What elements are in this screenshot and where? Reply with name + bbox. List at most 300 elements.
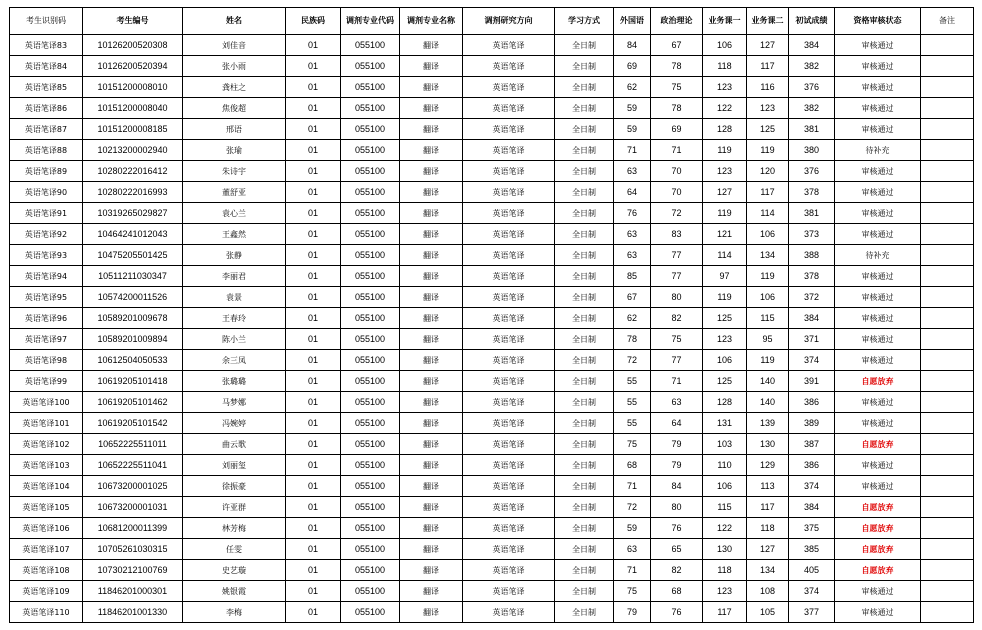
cell-politics[interactable]: 79 <box>651 455 703 476</box>
cell-ethnicity-code[interactable]: 01 <box>286 287 341 308</box>
cell-major-name[interactable]: 翻译 <box>400 392 463 413</box>
cell-research-direction[interactable]: 英语笔译 <box>463 392 555 413</box>
cell-review-status[interactable]: 待补充 <box>835 140 921 161</box>
cell-politics[interactable]: 70 <box>651 182 703 203</box>
cell-total-score[interactable]: 372 <box>789 287 835 308</box>
cell-total-score[interactable]: 377 <box>789 602 835 623</box>
cell-remarks[interactable] <box>921 56 974 77</box>
cell-name[interactable]: 龚柱之 <box>183 77 286 98</box>
cell-review-status[interactable]: 审核通过 <box>835 161 921 182</box>
cell-study-mode[interactable]: 全日制 <box>555 497 614 518</box>
cell-review-status[interactable]: 审核通过 <box>835 392 921 413</box>
cell-subject-one[interactable]: 119 <box>703 287 747 308</box>
cell-subject-one[interactable]: 122 <box>703 98 747 119</box>
cell-major-name[interactable]: 翻译 <box>400 350 463 371</box>
cell-remarks[interactable] <box>921 287 974 308</box>
cell-study-mode[interactable]: 全日制 <box>555 602 614 623</box>
cell-exam-number[interactable]: 10619205101418 <box>83 371 183 392</box>
cell-study-mode[interactable]: 全日制 <box>555 434 614 455</box>
cell-study-mode[interactable]: 全日制 <box>555 539 614 560</box>
cell-name[interactable]: 冯婉婷 <box>183 413 286 434</box>
cell-total-score[interactable]: 405 <box>789 560 835 581</box>
cell-politics[interactable]: 68 <box>651 581 703 602</box>
cell-study-mode[interactable]: 全日制 <box>555 140 614 161</box>
cell-candidate-id[interactable]: 英语笔译103 <box>10 455 83 476</box>
cell-subject-one[interactable]: 125 <box>703 371 747 392</box>
cell-major-code[interactable]: 055100 <box>341 224 400 245</box>
cell-subject-two[interactable]: 119 <box>747 350 789 371</box>
cell-exam-number[interactable]: 10673200001025 <box>83 476 183 497</box>
cell-politics[interactable]: 72 <box>651 203 703 224</box>
cell-name[interactable]: 史艺璇 <box>183 560 286 581</box>
cell-total-score[interactable]: 376 <box>789 161 835 182</box>
cell-subject-one[interactable]: 114 <box>703 245 747 266</box>
cell-name[interactable]: 袁心兰 <box>183 203 286 224</box>
cell-major-name[interactable]: 翻译 <box>400 539 463 560</box>
cell-ethnicity-code[interactable]: 01 <box>286 182 341 203</box>
cell-politics[interactable]: 77 <box>651 245 703 266</box>
cell-subject-two[interactable]: 125 <box>747 119 789 140</box>
cell-research-direction[interactable]: 英语笔译 <box>463 98 555 119</box>
cell-name[interactable]: 董舒亚 <box>183 182 286 203</box>
cell-foreign-language[interactable]: 55 <box>614 392 651 413</box>
cell-major-code[interactable]: 055100 <box>341 329 400 350</box>
cell-research-direction[interactable]: 英语笔译 <box>463 497 555 518</box>
cell-subject-one[interactable]: 110 <box>703 455 747 476</box>
cell-remarks[interactable] <box>921 182 974 203</box>
cell-politics[interactable]: 76 <box>651 518 703 539</box>
cell-study-mode[interactable]: 全日制 <box>555 371 614 392</box>
cell-subject-two[interactable]: 117 <box>747 56 789 77</box>
cell-politics[interactable]: 82 <box>651 308 703 329</box>
cell-review-status[interactable]: 审核通过 <box>835 602 921 623</box>
header-politics[interactable]: 政治理论 <box>651 8 703 35</box>
cell-remarks[interactable] <box>921 581 974 602</box>
cell-research-direction[interactable]: 英语笔译 <box>463 35 555 56</box>
cell-subject-two[interactable]: 134 <box>747 560 789 581</box>
cell-remarks[interactable] <box>921 224 974 245</box>
cell-exam-number[interactable]: 10475205501425 <box>83 245 183 266</box>
cell-exam-number[interactable]: 10652225511041 <box>83 455 183 476</box>
cell-remarks[interactable] <box>921 203 974 224</box>
cell-name[interactable]: 李丽君 <box>183 266 286 287</box>
cell-remarks[interactable] <box>921 371 974 392</box>
cell-review-status[interactable]: 自愿放弃 <box>835 518 921 539</box>
cell-subject-two[interactable]: 105 <box>747 602 789 623</box>
cell-total-score[interactable]: 381 <box>789 203 835 224</box>
cell-candidate-id[interactable]: 英语笔译86 <box>10 98 83 119</box>
cell-subject-one[interactable]: 119 <box>703 140 747 161</box>
cell-name[interactable]: 王春玲 <box>183 308 286 329</box>
cell-subject-two[interactable]: 106 <box>747 287 789 308</box>
cell-major-code[interactable]: 055100 <box>341 203 400 224</box>
cell-subject-two[interactable]: 95 <box>747 329 789 350</box>
cell-ethnicity-code[interactable]: 01 <box>286 455 341 476</box>
cell-review-status[interactable]: 审核通过 <box>835 413 921 434</box>
cell-total-score[interactable]: 378 <box>789 182 835 203</box>
cell-remarks[interactable] <box>921 476 974 497</box>
cell-major-name[interactable]: 翻译 <box>400 119 463 140</box>
cell-study-mode[interactable]: 全日制 <box>555 56 614 77</box>
cell-foreign-language[interactable]: 62 <box>614 77 651 98</box>
cell-subject-two[interactable]: 130 <box>747 434 789 455</box>
cell-ethnicity-code[interactable]: 01 <box>286 602 341 623</box>
cell-major-name[interactable]: 翻译 <box>400 35 463 56</box>
cell-major-code[interactable]: 055100 <box>341 497 400 518</box>
cell-ethnicity-code[interactable]: 01 <box>286 203 341 224</box>
cell-major-name[interactable]: 翻译 <box>400 560 463 581</box>
cell-study-mode[interactable]: 全日制 <box>555 518 614 539</box>
cell-exam-number[interactable]: 10151200008040 <box>83 98 183 119</box>
cell-remarks[interactable] <box>921 119 974 140</box>
cell-exam-number[interactable]: 10730212100769 <box>83 560 183 581</box>
cell-remarks[interactable] <box>921 392 974 413</box>
cell-major-name[interactable]: 翻译 <box>400 455 463 476</box>
cell-subject-two[interactable]: 123 <box>747 98 789 119</box>
cell-candidate-id[interactable]: 英语笔译84 <box>10 56 83 77</box>
cell-politics[interactable]: 84 <box>651 476 703 497</box>
cell-review-status[interactable]: 审核通过 <box>835 182 921 203</box>
cell-subject-two[interactable]: 140 <box>747 392 789 413</box>
cell-candidate-id[interactable]: 英语笔译91 <box>10 203 83 224</box>
cell-subject-one[interactable]: 106 <box>703 476 747 497</box>
cell-major-name[interactable]: 翻译 <box>400 518 463 539</box>
header-exam-number[interactable]: 考生编号 <box>83 8 183 35</box>
cell-study-mode[interactable]: 全日制 <box>555 476 614 497</box>
cell-study-mode[interactable]: 全日制 <box>555 182 614 203</box>
cell-exam-number[interactable]: 10280222016993 <box>83 182 183 203</box>
cell-subject-one[interactable]: 123 <box>703 581 747 602</box>
cell-foreign-language[interactable]: 55 <box>614 371 651 392</box>
cell-review-status[interactable]: 自愿放弃 <box>835 371 921 392</box>
cell-candidate-id[interactable]: 英语笔译83 <box>10 35 83 56</box>
cell-politics[interactable]: 70 <box>651 161 703 182</box>
cell-candidate-id[interactable]: 英语笔译93 <box>10 245 83 266</box>
cell-study-mode[interactable]: 全日制 <box>555 287 614 308</box>
cell-major-code[interactable]: 055100 <box>341 245 400 266</box>
cell-subject-two[interactable]: 108 <box>747 581 789 602</box>
cell-foreign-language[interactable]: 55 <box>614 413 651 434</box>
cell-review-status[interactable]: 自愿放弃 <box>835 434 921 455</box>
cell-major-code[interactable]: 055100 <box>341 518 400 539</box>
header-candidate-id[interactable]: 考生识别码 <box>10 8 83 35</box>
cell-subject-two[interactable]: 119 <box>747 140 789 161</box>
cell-name[interactable]: 袁景 <box>183 287 286 308</box>
header-remarks[interactable]: 备注 <box>921 8 974 35</box>
cell-exam-number[interactable]: 10151200008010 <box>83 77 183 98</box>
cell-study-mode[interactable]: 全日制 <box>555 245 614 266</box>
cell-ethnicity-code[interactable]: 01 <box>286 392 341 413</box>
cell-total-score[interactable]: 381 <box>789 119 835 140</box>
cell-candidate-id[interactable]: 英语笔译87 <box>10 119 83 140</box>
cell-study-mode[interactable]: 全日制 <box>555 581 614 602</box>
cell-candidate-id[interactable]: 英语笔译88 <box>10 140 83 161</box>
cell-subject-two[interactable]: 115 <box>747 308 789 329</box>
cell-subject-two[interactable]: 127 <box>747 35 789 56</box>
cell-name[interactable]: 许亚群 <box>183 497 286 518</box>
cell-exam-number[interactable]: 10280222016412 <box>83 161 183 182</box>
cell-total-score[interactable]: 373 <box>789 224 835 245</box>
cell-subject-two[interactable]: 127 <box>747 539 789 560</box>
cell-study-mode[interactable]: 全日制 <box>555 119 614 140</box>
cell-exam-number[interactable]: 10652225511011 <box>83 434 183 455</box>
cell-politics[interactable]: 67 <box>651 35 703 56</box>
cell-remarks[interactable] <box>921 266 974 287</box>
cell-research-direction[interactable]: 英语笔译 <box>463 434 555 455</box>
cell-politics[interactable]: 78 <box>651 56 703 77</box>
cell-subject-one[interactable]: 131 <box>703 413 747 434</box>
cell-politics[interactable]: 83 <box>651 224 703 245</box>
cell-remarks[interactable] <box>921 140 974 161</box>
cell-total-score[interactable]: 371 <box>789 329 835 350</box>
cell-subject-two[interactable]: 129 <box>747 455 789 476</box>
cell-total-score[interactable]: 389 <box>789 413 835 434</box>
cell-review-status[interactable]: 审核通过 <box>835 455 921 476</box>
cell-subject-two[interactable]: 117 <box>747 182 789 203</box>
cell-subject-two[interactable]: 106 <box>747 224 789 245</box>
cell-research-direction[interactable]: 英语笔译 <box>463 350 555 371</box>
header-major-name[interactable]: 调剂专业名称 <box>400 8 463 35</box>
cell-major-code[interactable]: 055100 <box>341 413 400 434</box>
cell-major-code[interactable]: 055100 <box>341 371 400 392</box>
cell-review-status[interactable]: 审核通过 <box>835 287 921 308</box>
cell-candidate-id[interactable]: 英语笔译108 <box>10 560 83 581</box>
cell-ethnicity-code[interactable]: 01 <box>286 245 341 266</box>
cell-major-code[interactable]: 055100 <box>341 266 400 287</box>
cell-candidate-id[interactable]: 英语笔译109 <box>10 581 83 602</box>
cell-major-name[interactable]: 翻译 <box>400 266 463 287</box>
cell-subject-one[interactable]: 106 <box>703 350 747 371</box>
cell-major-code[interactable]: 055100 <box>341 476 400 497</box>
cell-name[interactable]: 任雯 <box>183 539 286 560</box>
cell-review-status[interactable]: 审核通过 <box>835 98 921 119</box>
cell-foreign-language[interactable]: 59 <box>614 119 651 140</box>
cell-subject-two[interactable]: 119 <box>747 266 789 287</box>
cell-major-code[interactable]: 055100 <box>341 350 400 371</box>
cell-subject-one[interactable]: 128 <box>703 119 747 140</box>
cell-name[interactable]: 刘佳音 <box>183 35 286 56</box>
cell-ethnicity-code[interactable]: 01 <box>286 98 341 119</box>
cell-research-direction[interactable]: 英语笔译 <box>463 224 555 245</box>
cell-remarks[interactable] <box>921 35 974 56</box>
cell-major-name[interactable]: 翻译 <box>400 245 463 266</box>
cell-name[interactable]: 王鑫然 <box>183 224 286 245</box>
cell-foreign-language[interactable]: 72 <box>614 350 651 371</box>
cell-major-name[interactable]: 翻译 <box>400 140 463 161</box>
cell-subject-one[interactable]: 117 <box>703 602 747 623</box>
cell-ethnicity-code[interactable]: 01 <box>286 224 341 245</box>
cell-ethnicity-code[interactable]: 01 <box>286 434 341 455</box>
cell-major-code[interactable]: 055100 <box>341 602 400 623</box>
cell-major-code[interactable]: 055100 <box>341 77 400 98</box>
cell-major-code[interactable]: 055100 <box>341 392 400 413</box>
cell-foreign-language[interactable]: 67 <box>614 287 651 308</box>
cell-candidate-id[interactable]: 英语笔译97 <box>10 329 83 350</box>
cell-research-direction[interactable]: 英语笔译 <box>463 77 555 98</box>
cell-study-mode[interactable]: 全日制 <box>555 413 614 434</box>
cell-total-score[interactable]: 385 <box>789 539 835 560</box>
cell-major-code[interactable]: 055100 <box>341 98 400 119</box>
cell-review-status[interactable]: 自愿放弃 <box>835 539 921 560</box>
cell-ethnicity-code[interactable]: 01 <box>286 371 341 392</box>
cell-candidate-id[interactable]: 英语笔译99 <box>10 371 83 392</box>
cell-subject-one[interactable]: 103 <box>703 434 747 455</box>
cell-ethnicity-code[interactable]: 01 <box>286 476 341 497</box>
cell-major-name[interactable]: 翻译 <box>400 497 463 518</box>
cell-foreign-language[interactable]: 63 <box>614 161 651 182</box>
cell-politics[interactable]: 80 <box>651 287 703 308</box>
cell-foreign-language[interactable]: 71 <box>614 140 651 161</box>
cell-politics[interactable]: 79 <box>651 434 703 455</box>
cell-research-direction[interactable]: 英语笔译 <box>463 161 555 182</box>
cell-foreign-language[interactable]: 59 <box>614 518 651 539</box>
cell-ethnicity-code[interactable]: 01 <box>286 350 341 371</box>
cell-foreign-language[interactable]: 63 <box>614 224 651 245</box>
cell-candidate-id[interactable]: 英语笔译95 <box>10 287 83 308</box>
cell-research-direction[interactable]: 英语笔译 <box>463 203 555 224</box>
cell-study-mode[interactable]: 全日制 <box>555 392 614 413</box>
cell-foreign-language[interactable]: 71 <box>614 476 651 497</box>
cell-ethnicity-code[interactable]: 01 <box>286 161 341 182</box>
cell-subject-two[interactable]: 118 <box>747 518 789 539</box>
header-review-status[interactable]: 资格审核状态 <box>835 8 921 35</box>
cell-ethnicity-code[interactable]: 01 <box>286 35 341 56</box>
cell-ethnicity-code[interactable]: 01 <box>286 308 341 329</box>
cell-research-direction[interactable]: 英语笔译 <box>463 518 555 539</box>
cell-candidate-id[interactable]: 英语笔译85 <box>10 77 83 98</box>
cell-ethnicity-code[interactable]: 01 <box>286 266 341 287</box>
cell-remarks[interactable] <box>921 161 974 182</box>
cell-exam-number[interactable]: 10589201009678 <box>83 308 183 329</box>
cell-ethnicity-code[interactable]: 01 <box>286 581 341 602</box>
cell-subject-one[interactable]: 127 <box>703 182 747 203</box>
cell-ethnicity-code[interactable]: 01 <box>286 329 341 350</box>
cell-foreign-language[interactable]: 78 <box>614 329 651 350</box>
cell-major-name[interactable]: 翻译 <box>400 602 463 623</box>
cell-major-code[interactable]: 055100 <box>341 560 400 581</box>
cell-exam-number[interactable]: 11846201000301 <box>83 581 183 602</box>
cell-candidate-id[interactable]: 英语笔译101 <box>10 413 83 434</box>
cell-candidate-id[interactable]: 英语笔译90 <box>10 182 83 203</box>
cell-research-direction[interactable]: 英语笔译 <box>463 581 555 602</box>
cell-remarks[interactable] <box>921 413 974 434</box>
cell-review-status[interactable]: 审核通过 <box>835 476 921 497</box>
cell-total-score[interactable]: 380 <box>789 140 835 161</box>
cell-name[interactable]: 邢语 <box>183 119 286 140</box>
cell-study-mode[interactable]: 全日制 <box>555 161 614 182</box>
cell-review-status[interactable]: 审核通过 <box>835 203 921 224</box>
cell-research-direction[interactable]: 英语笔译 <box>463 371 555 392</box>
cell-major-name[interactable]: 翻译 <box>400 371 463 392</box>
header-subject-two[interactable]: 业务课二 <box>747 8 789 35</box>
cell-remarks[interactable] <box>921 539 974 560</box>
cell-politics[interactable]: 63 <box>651 392 703 413</box>
cell-review-status[interactable]: 审核通过 <box>835 581 921 602</box>
cell-review-status[interactable]: 审核通过 <box>835 35 921 56</box>
cell-exam-number[interactable]: 10319265029827 <box>83 203 183 224</box>
cell-research-direction[interactable]: 英语笔译 <box>463 140 555 161</box>
cell-research-direction[interactable]: 英语笔译 <box>463 329 555 350</box>
cell-exam-number[interactable]: 10681200011399 <box>83 518 183 539</box>
cell-foreign-language[interactable]: 76 <box>614 203 651 224</box>
cell-name[interactable]: 陈小兰 <box>183 329 286 350</box>
cell-exam-number[interactable]: 10589201009894 <box>83 329 183 350</box>
cell-candidate-id[interactable]: 英语笔译92 <box>10 224 83 245</box>
header-major-code[interactable]: 调剂专业代码 <box>341 8 400 35</box>
cell-major-code[interactable]: 055100 <box>341 308 400 329</box>
cell-remarks[interactable] <box>921 497 974 518</box>
cell-foreign-language[interactable]: 84 <box>614 35 651 56</box>
cell-foreign-language[interactable]: 62 <box>614 308 651 329</box>
cell-politics[interactable]: 71 <box>651 140 703 161</box>
cell-major-code[interactable]: 055100 <box>341 119 400 140</box>
cell-research-direction[interactable]: 英语笔译 <box>463 413 555 434</box>
cell-total-score[interactable]: 384 <box>789 497 835 518</box>
cell-exam-number[interactable]: 10619205101542 <box>83 413 183 434</box>
cell-major-name[interactable]: 翻译 <box>400 161 463 182</box>
cell-subject-one[interactable]: 97 <box>703 266 747 287</box>
cell-research-direction[interactable]: 英语笔译 <box>463 266 555 287</box>
cell-major-code[interactable]: 055100 <box>341 140 400 161</box>
cell-foreign-language[interactable]: 69 <box>614 56 651 77</box>
cell-politics[interactable]: 80 <box>651 497 703 518</box>
cell-review-status[interactable]: 审核通过 <box>835 119 921 140</box>
cell-remarks[interactable] <box>921 329 974 350</box>
cell-review-status[interactable]: 审核通过 <box>835 224 921 245</box>
cell-candidate-id[interactable]: 英语笔译102 <box>10 434 83 455</box>
cell-exam-number[interactable]: 10464241012043 <box>83 224 183 245</box>
cell-remarks[interactable] <box>921 602 974 623</box>
cell-candidate-id[interactable]: 英语笔译100 <box>10 392 83 413</box>
cell-foreign-language[interactable]: 63 <box>614 245 651 266</box>
cell-major-code[interactable]: 055100 <box>341 182 400 203</box>
header-ethnicity-code[interactable]: 民族码 <box>286 8 341 35</box>
header-name[interactable]: 姓名 <box>183 8 286 35</box>
cell-subject-one[interactable]: 106 <box>703 35 747 56</box>
cell-remarks[interactable] <box>921 455 974 476</box>
cell-politics[interactable]: 75 <box>651 329 703 350</box>
header-foreign-language[interactable]: 外国语 <box>614 8 651 35</box>
cell-major-code[interactable]: 055100 <box>341 161 400 182</box>
cell-subject-one[interactable]: 128 <box>703 392 747 413</box>
cell-exam-number[interactable]: 10673200001031 <box>83 497 183 518</box>
header-study-mode[interactable]: 学习方式 <box>555 8 614 35</box>
cell-research-direction[interactable]: 英语笔译 <box>463 245 555 266</box>
cell-study-mode[interactable]: 全日制 <box>555 35 614 56</box>
cell-review-status[interactable]: 审核通过 <box>835 266 921 287</box>
cell-foreign-language[interactable]: 71 <box>614 560 651 581</box>
cell-total-score[interactable]: 382 <box>789 98 835 119</box>
cell-research-direction[interactable]: 英语笔译 <box>463 287 555 308</box>
cell-total-score[interactable]: 374 <box>789 350 835 371</box>
cell-exam-number[interactable]: 10612504050533 <box>83 350 183 371</box>
cell-review-status[interactable]: 待补充 <box>835 245 921 266</box>
cell-subject-one[interactable]: 119 <box>703 203 747 224</box>
cell-subject-one[interactable]: 115 <box>703 497 747 518</box>
cell-research-direction[interactable]: 英语笔译 <box>463 455 555 476</box>
cell-major-name[interactable]: 翻译 <box>400 287 463 308</box>
cell-ethnicity-code[interactable]: 01 <box>286 518 341 539</box>
cell-major-name[interactable]: 翻译 <box>400 329 463 350</box>
cell-total-score[interactable]: 376 <box>789 77 835 98</box>
cell-ethnicity-code[interactable]: 01 <box>286 560 341 581</box>
cell-major-name[interactable]: 翻译 <box>400 182 463 203</box>
cell-research-direction[interactable]: 英语笔译 <box>463 308 555 329</box>
cell-politics[interactable]: 71 <box>651 371 703 392</box>
cell-major-code[interactable]: 055100 <box>341 539 400 560</box>
cell-study-mode[interactable]: 全日制 <box>555 455 614 476</box>
cell-name[interactable]: 刘丽玺 <box>183 455 286 476</box>
